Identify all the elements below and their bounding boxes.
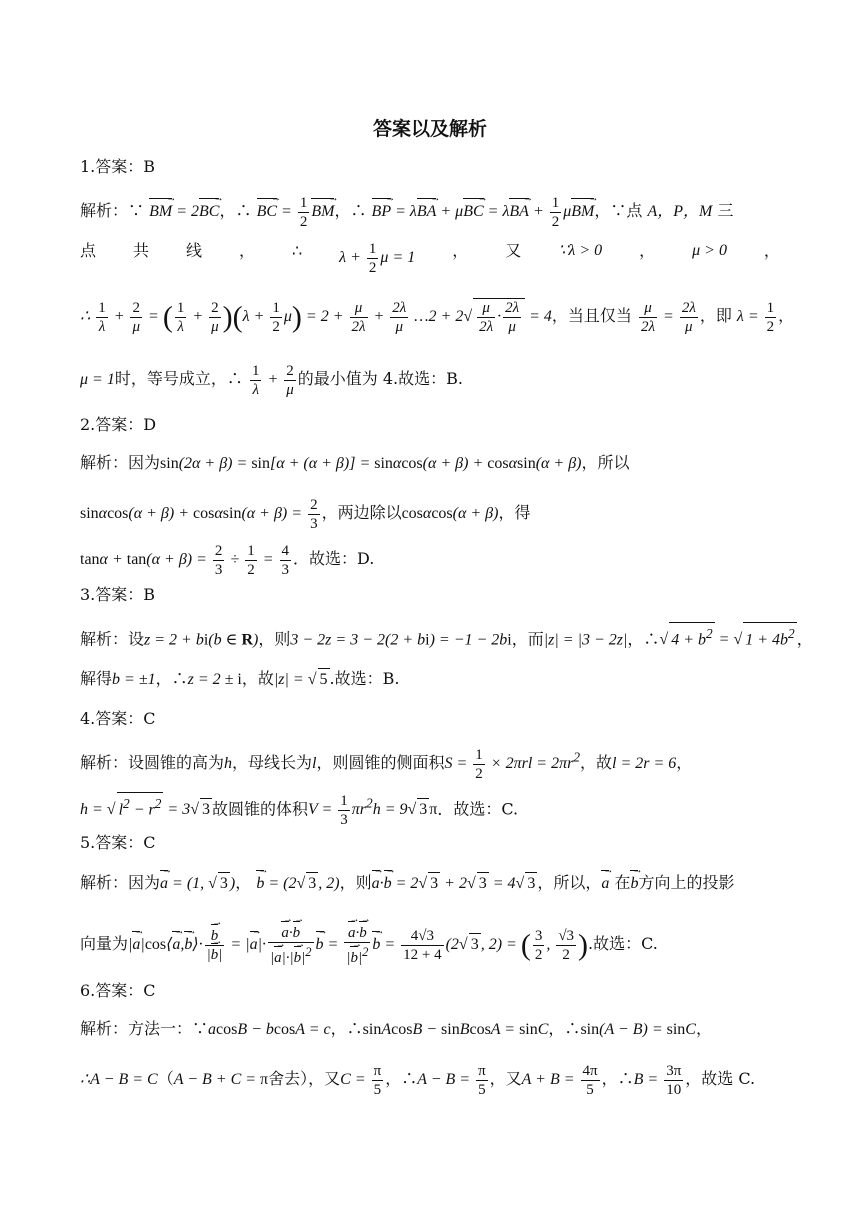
page-title: 答案以及解析 <box>372 118 487 140</box>
q1-explanation-line2: 点 共 线 ， ∴ λ + $\frac{1}{2}$ μ = 1 ， 又 ∵λ > 0 ， μ > 0 ， <box>80 241 780 276</box>
answer-3: 3.答案：B <box>80 585 156 604</box>
answer-4: 4.答案：C <box>80 709 156 728</box>
answer-1: 1.答案：B <box>80 157 156 176</box>
q2-explanation-line2: sinαcos(α + β) + cosαsin(α + β) = $\frac{2}{3}$ ，两边除以cosαcos(α + β)，得 <box>80 497 531 532</box>
q2-explanation-line3: tanα + tan(α + β) = $\frac{2}{3}$ ÷ $\frac{1}{2}$ = $\frac{4}{3}$ ．故选：D. <box>80 543 375 578</box>
q3-explanation-line1: 解析：设z = 2 + bi(b ∈ R)，则3 − 2z = 3 − 2(2 + bi) = −1 − 2bi，而|z| = |3 − 2z|，∴√ $4 + b^2$ = √ $1 + 4b^2$ ， <box>80 622 813 651</box>
q5-explanation-line2: 向量为|a →|cos⟨a →,b →⟩· $\frac{b \to}{|b \to|}$ = |a →|· $\frac{a \to\cdot b \to}{|a \to|\cdot|b \to|^2}$ b → = $\frac{a \to\cdot b \to}{|b \to|^2}$ b → = $\frac{4√3}{12 + 4}$ (2√ 3 , 2) = ( $\frac{3}{2}$ , $\frac{√3}{2}$ ).故选：C. <box>80 924 658 967</box>
q5-explanation-line1: 解析：因为a → = (1, √ 3 )， b → = (2√ 3 , 2)，则a →·b → = 2√ 3 + 2√ 3 = 4√ 3 ，所以，a → 在b →方向上的投影 <box>80 872 734 895</box>
q6-explanation-line2: ∴A − B = C（A − B + C = π舍去），又C = $\frac{\pi}{5}$ ，∴A − B = $\frac{\pi}{5}$ ，又A + B = $\frac{4\pi}{5}$ ，∴B = $\frac{3\pi}{10}$ ，故选 C. <box>80 1063 756 1098</box>
answer-2: 2.答案：D <box>80 415 157 434</box>
q6-explanation-line1: 解析：方法一：∵acosB − bcosA = c，∴sinAcosB − sinBcosA = sinC，∴sin(A − B) = sinC， <box>80 1019 712 1038</box>
q2-explanation-line1: 解析：因为sin(2α + β) = sin[α + (α + β)] = sinαcos(α + β) + cosαsin(α + β)，所以 <box>80 453 630 472</box>
q1-explanation-line4: μ = 1时，等号成立，∴ $\frac{1}{\lambda}$ + $\frac{2}{\mu}$ 的最小值为 4.故选：B. <box>80 363 463 398</box>
q4-explanation-line2: h = √ $l^2 - r^2 = 3√$ 3 故圆锥的体积V = $\frac{1}{3}$ $\pi r^2h = 9√$ 3 π．故选：C. <box>80 793 519 829</box>
answer-5: 5.答案：C <box>80 833 156 852</box>
answer-6: 6.答案：C <box>80 981 156 1000</box>
q4-explanation-line1: 解析：设圆锥的高为h，母线长为l，则圆锥的侧面积S = $\frac{1}{2}$ × $2\pi rl = 2\pi r^2$，故l = 2r = 6， <box>80 747 693 782</box>
q1-explanation-line1: 解析：∵ BM → = 2BC →，∴ BC → = $\frac{1}{2}$ BM →，∴ BP → = λBA → + μBC → = λBA → + $\frac{1}{2}$ μBM →，∵点 A，P，M 三 <box>80 194 733 231</box>
q1-explanation-line3: ∴ $\frac{1}{\lambda}$ + $\frac{2}{\mu}$ = ( $\frac{1}{\lambda}$ + $\frac{2}{\mu}$ )(λ + $\frac{1}{2}$ μ) = 2 + $\frac{\mu}{2\lambda}$ + $\frac{2\lambda}{\mu}$ …2 + 2√ $\frac{\mu}{2\lambda}$ · $\frac{2\lambda}{\mu}$ = 4，当且仅当 $\frac{\mu}{2\lambda}$ = $\frac{2\lambda}{\mu}$ ，即 λ = $\frac{1}{2}$ ， <box>80 300 795 335</box>
q3-explanation-line2: 解得b = ±1，∴z = 2 ± i，故|z| = √ 5 .故选：B. <box>80 668 399 691</box>
